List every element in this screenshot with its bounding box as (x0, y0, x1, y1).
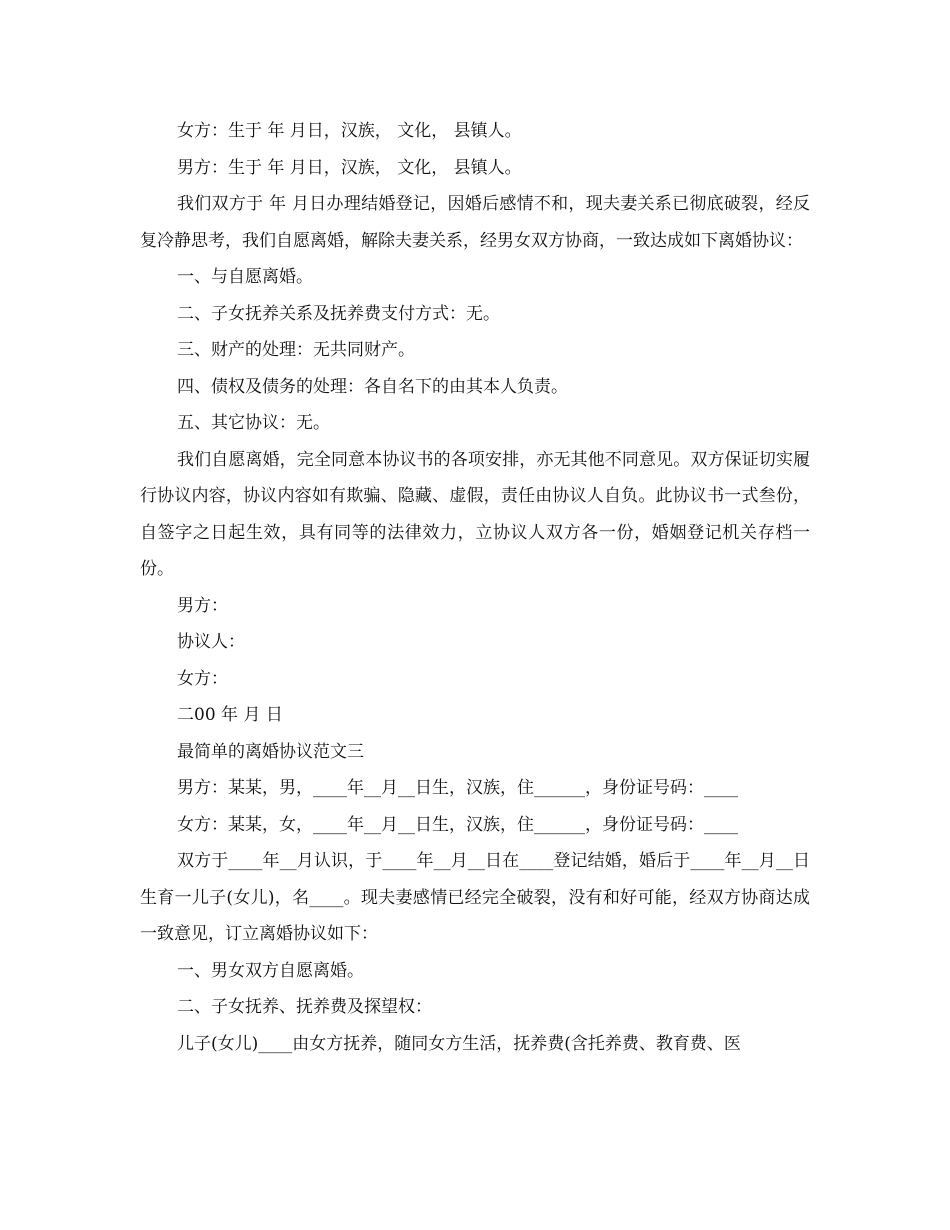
document-page (140, 113, 810, 1062)
paragraph-agreement-1: 一、男女双方自愿离婚。 (177, 960, 364, 981)
paragraph-clause-1: 一、与自愿离婚。 (177, 267, 313, 287)
signature-wife: 女方： (177, 668, 228, 689)
signature-husband: 男方： (177, 595, 228, 616)
paragraph-husband-info: 男方：生于 年 月日，汉族， 文化， 县镇人。 (177, 157, 522, 178)
signature-parties: 协议人： (177, 632, 245, 652)
paragraph-wife-info: 女方：生于 年 月日，汉族， 文化， 县镇人。 (177, 121, 522, 141)
paragraph-marriage-history: 双方于____年__月认识，于____年__月__日在____登记结婚，婚后于____年__月__日生育一儿子(女儿)，名____。现夫妻感情已经完全破裂，没有和好可能，经双方协商达成一致意见，订立离婚协议如下： (140, 851, 810, 944)
paragraph-clause-2: 二、子女抚养关系及抚养费支付方式：无。 (177, 303, 500, 324)
paragraph-clause-4: 四、债权及债务的处理：各自名下的由其本人负责。 (177, 376, 568, 397)
section-heading: 最简单的离婚协议范文三 (177, 741, 364, 762)
paragraph-clause-5: 五、其它协议：无。 (177, 413, 330, 433)
paragraph-preamble: 我们双方于 年 月日办理结婚登记，因婚后感情不和，现夫妻关系已彻底破裂，经反复冷静思考，我们自愿离婚，解除夫妻关系，经男女双方协商，一致达成如下离婚协议： (140, 194, 810, 251)
paragraph-wife-details: 女方：某某，女，____年__月__日生，汉族，住______，身份证号码：____ (177, 814, 738, 835)
paragraph-child-custody: 儿子(女儿)____由女方抚养，随同女方生活，抚养费(含托养费、教育费、医 (177, 1033, 741, 1054)
paragraph-clause-3: 三、财产的处理：无共同财产。 (177, 340, 415, 360)
paragraph-agreement-2: 二、子女抚养、抚养费及探望权： (177, 997, 432, 1017)
paragraph-statement: 我们自愿离婚，完全同意本协议书的各项安排，亦无其他不同意见。双方保证切实履行协议内容，协议内容如有欺骗、隐藏、虚假，责任由协议人自负。此协议书一式叁份，自签字之日起生效，具有同等的法律效力，立协议人双方各一份，婚姻登记机关存档一份。 (140, 449, 810, 579)
paragraph-husband-details: 男方：某某，男，____年__月__日生，汉族，住______，身份证号码：____ (177, 778, 738, 798)
signature-date: 二00 年 月 日 (177, 705, 283, 725)
